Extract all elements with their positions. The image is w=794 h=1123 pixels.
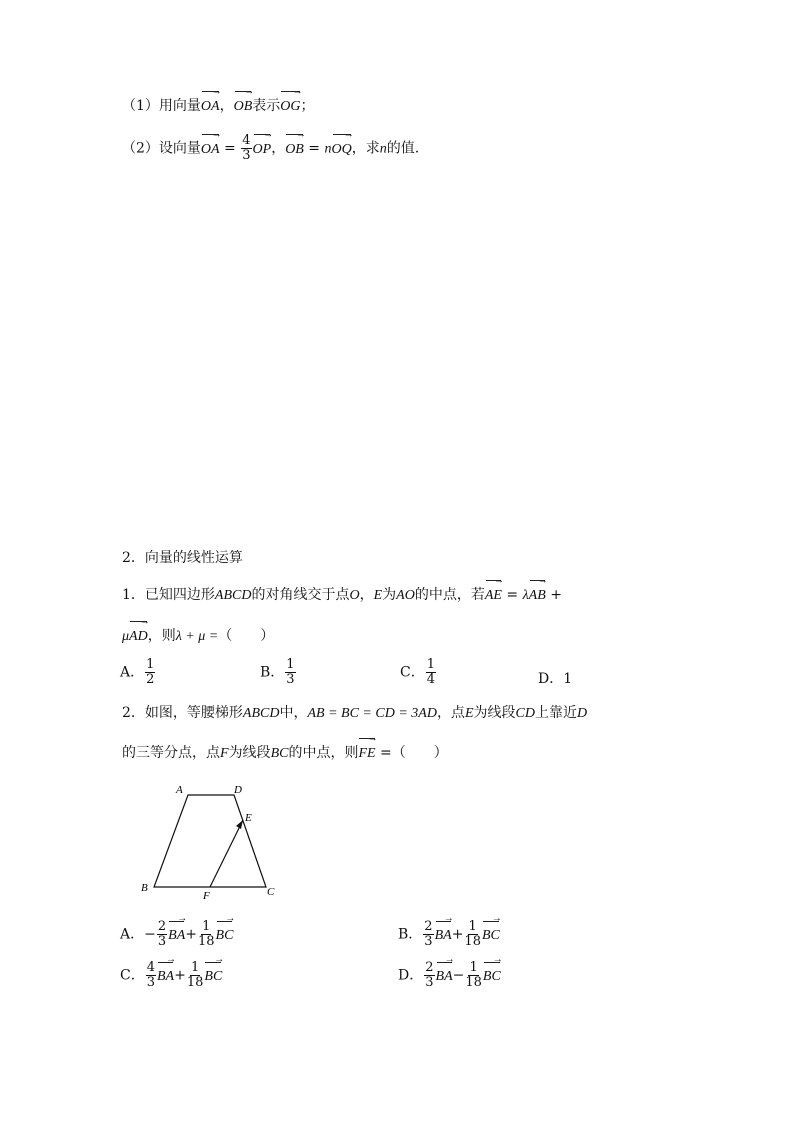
- text: 的中点，若: [414, 587, 485, 603]
- math: O: [349, 588, 360, 603]
- text: =: [219, 140, 241, 157]
- text: 为线段: [228, 745, 271, 761]
- math: λ + μ =: [175, 629, 219, 644]
- text: 上靠近: [534, 705, 577, 721]
- vector-OB: OB →: [285, 141, 304, 159]
- vector-OQ: OQ →: [332, 141, 352, 159]
- fraction: [187, 961, 204, 990]
- text: 中，: [279, 705, 308, 721]
- math: BC: [270, 746, 289, 761]
- numerator: 2: [425, 960, 434, 975]
- q1-option-a[interactable]: [120, 658, 156, 687]
- text: 的三等分点，点: [122, 745, 220, 761]
- fraction: [285, 658, 295, 687]
- label-E: E: [245, 812, 252, 824]
- label-B: B: [141, 882, 148, 894]
- option-label: B．: [398, 926, 423, 943]
- denominator: 3: [425, 975, 434, 990]
- option-label: B．: [260, 664, 285, 681]
- text: ；: [300, 98, 315, 114]
- numerator: 1: [190, 960, 200, 975]
- option-label: D．: [398, 967, 424, 984]
- vector-AE: AE →: [485, 587, 502, 605]
- answer-blank: （ ）: [391, 745, 448, 761]
- option-label: D．: [538, 671, 564, 687]
- math: μ: [122, 629, 130, 644]
- var-n: n: [379, 141, 387, 157]
- denominator: 2: [146, 672, 155, 687]
- sign: −: [144, 926, 156, 943]
- denominator: 18: [464, 934, 481, 949]
- denominator: 3: [146, 975, 155, 990]
- label-D: D: [234, 784, 242, 796]
- denominator: 3: [424, 934, 433, 949]
- operator: +: [185, 926, 197, 943]
- option-value: 1: [563, 671, 573, 687]
- fraction: [157, 920, 167, 949]
- q1-option-c[interactable]: [400, 658, 437, 687]
- text: 的中点，则: [288, 745, 359, 761]
- trapezoid-outline: [154, 795, 266, 887]
- vector-BA: BA →: [157, 969, 174, 985]
- text: ，则: [147, 628, 176, 644]
- label-C: C: [267, 886, 275, 898]
- text: （2）设向量: [122, 140, 201, 157]
- math: ABCD: [242, 706, 280, 721]
- q2-option-a[interactable]: [120, 920, 233, 949]
- option-label: A．: [120, 664, 145, 681]
- vector-BC: BC →: [482, 928, 500, 944]
- vector-OG: OG →: [280, 98, 300, 116]
- q1-option-b[interactable]: [260, 658, 297, 687]
- vector-BC: BC →: [483, 969, 501, 985]
- fraction: [426, 658, 436, 687]
- text: =: [501, 587, 523, 603]
- numerator: 4: [242, 133, 251, 148]
- fraction: [145, 658, 155, 687]
- math: AO: [396, 588, 415, 603]
- fraction: [198, 920, 215, 949]
- vector-BC: BC →: [204, 969, 222, 985]
- denominator: 18: [186, 975, 204, 990]
- text: +: [545, 587, 562, 603]
- option-label: A．: [120, 926, 145, 943]
- label-A: A: [176, 784, 183, 796]
- q1-stem-line1: [122, 586, 562, 605]
- label-F: F: [203, 890, 210, 902]
- section-title: 2．向量的线性运算: [122, 550, 243, 566]
- fraction: [146, 961, 156, 990]
- math: D: [576, 706, 588, 721]
- text: 的对角线交于点: [251, 587, 350, 603]
- vector-BA: BA →: [435, 928, 452, 944]
- text: ，: [219, 98, 234, 114]
- text: ，: [359, 587, 374, 603]
- vector-OA: OA →: [201, 98, 220, 116]
- denominator: 3: [286, 672, 295, 687]
- text: 的值.: [386, 140, 420, 157]
- operator: +: [451, 926, 464, 943]
- math: ABCD: [214, 588, 252, 603]
- denominator: 18: [197, 934, 215, 949]
- answer-blank: （ ）: [218, 628, 275, 644]
- vector-AD: AD →: [129, 628, 148, 646]
- numerator: 1: [426, 657, 435, 672]
- denominator: 18: [465, 975, 482, 990]
- q2-option-b[interactable]: [398, 920, 500, 949]
- arrowhead-E: [236, 820, 243, 829]
- math: AB = BC = CD = 3AD: [307, 706, 437, 721]
- option-label: C．: [400, 664, 425, 681]
- numerator: 2: [157, 919, 167, 934]
- vector-BA: BA →: [436, 969, 453, 985]
- vector-AB: AB →: [529, 587, 546, 605]
- math: E: [464, 706, 474, 721]
- q2-stem-line2: [122, 744, 448, 763]
- vector-BA: BA →: [168, 928, 185, 944]
- fraction: [464, 920, 481, 949]
- numerator: 1: [469, 960, 478, 975]
- operator: −: [452, 967, 465, 984]
- fraction: [423, 920, 433, 949]
- text: 为: [382, 587, 397, 603]
- var-n: n: [324, 141, 332, 157]
- q1-stem-line2: [122, 627, 274, 646]
- fraction: [241, 134, 251, 163]
- text: 为线段: [473, 705, 516, 721]
- segment-FE: [210, 820, 243, 887]
- text: ，点: [436, 705, 465, 721]
- prev-part-1: [122, 97, 315, 116]
- numerator: 1: [468, 919, 477, 934]
- option-label: C．: [120, 967, 145, 984]
- text: =: [375, 745, 392, 761]
- math: λ: [522, 588, 529, 603]
- denominator: 4: [426, 672, 435, 687]
- denominator: 3: [242, 148, 251, 163]
- text: ，: [271, 140, 286, 157]
- text: ，求: [351, 140, 380, 157]
- math: E: [373, 588, 383, 603]
- q2-option-d[interactable]: [398, 961, 501, 990]
- vector-OA: OA →: [201, 141, 220, 159]
- text: 2．如图，等腰梯形: [122, 705, 243, 721]
- math: CD: [515, 706, 535, 721]
- text: 表示: [252, 98, 281, 114]
- vector-OP: OP →: [253, 141, 272, 159]
- numerator: 1: [286, 657, 295, 672]
- fraction: [465, 961, 482, 990]
- text: （1）用向量: [122, 98, 201, 114]
- text: =: [303, 140, 325, 157]
- text: 1．已知四边形: [122, 587, 215, 603]
- numerator: 1: [202, 919, 211, 934]
- numerator: 4: [146, 960, 155, 975]
- numerator: 1: [146, 657, 155, 672]
- trapezoid-figure: [130, 780, 290, 905]
- q2-stem-line1: [122, 704, 587, 723]
- vector-OB: OB →: [234, 98, 253, 116]
- q1-option-d[interactable]: [538, 668, 572, 688]
- prev-part-2: [122, 134, 419, 163]
- operator: +: [174, 967, 186, 984]
- math: F: [220, 746, 229, 761]
- vector-BC: BC →: [216, 928, 234, 944]
- fraction: [424, 961, 434, 990]
- vector-FE: FE →: [358, 745, 375, 763]
- denominator: 3: [157, 934, 167, 949]
- numerator: 2: [424, 919, 433, 934]
- q2-option-c[interactable]: [120, 961, 222, 990]
